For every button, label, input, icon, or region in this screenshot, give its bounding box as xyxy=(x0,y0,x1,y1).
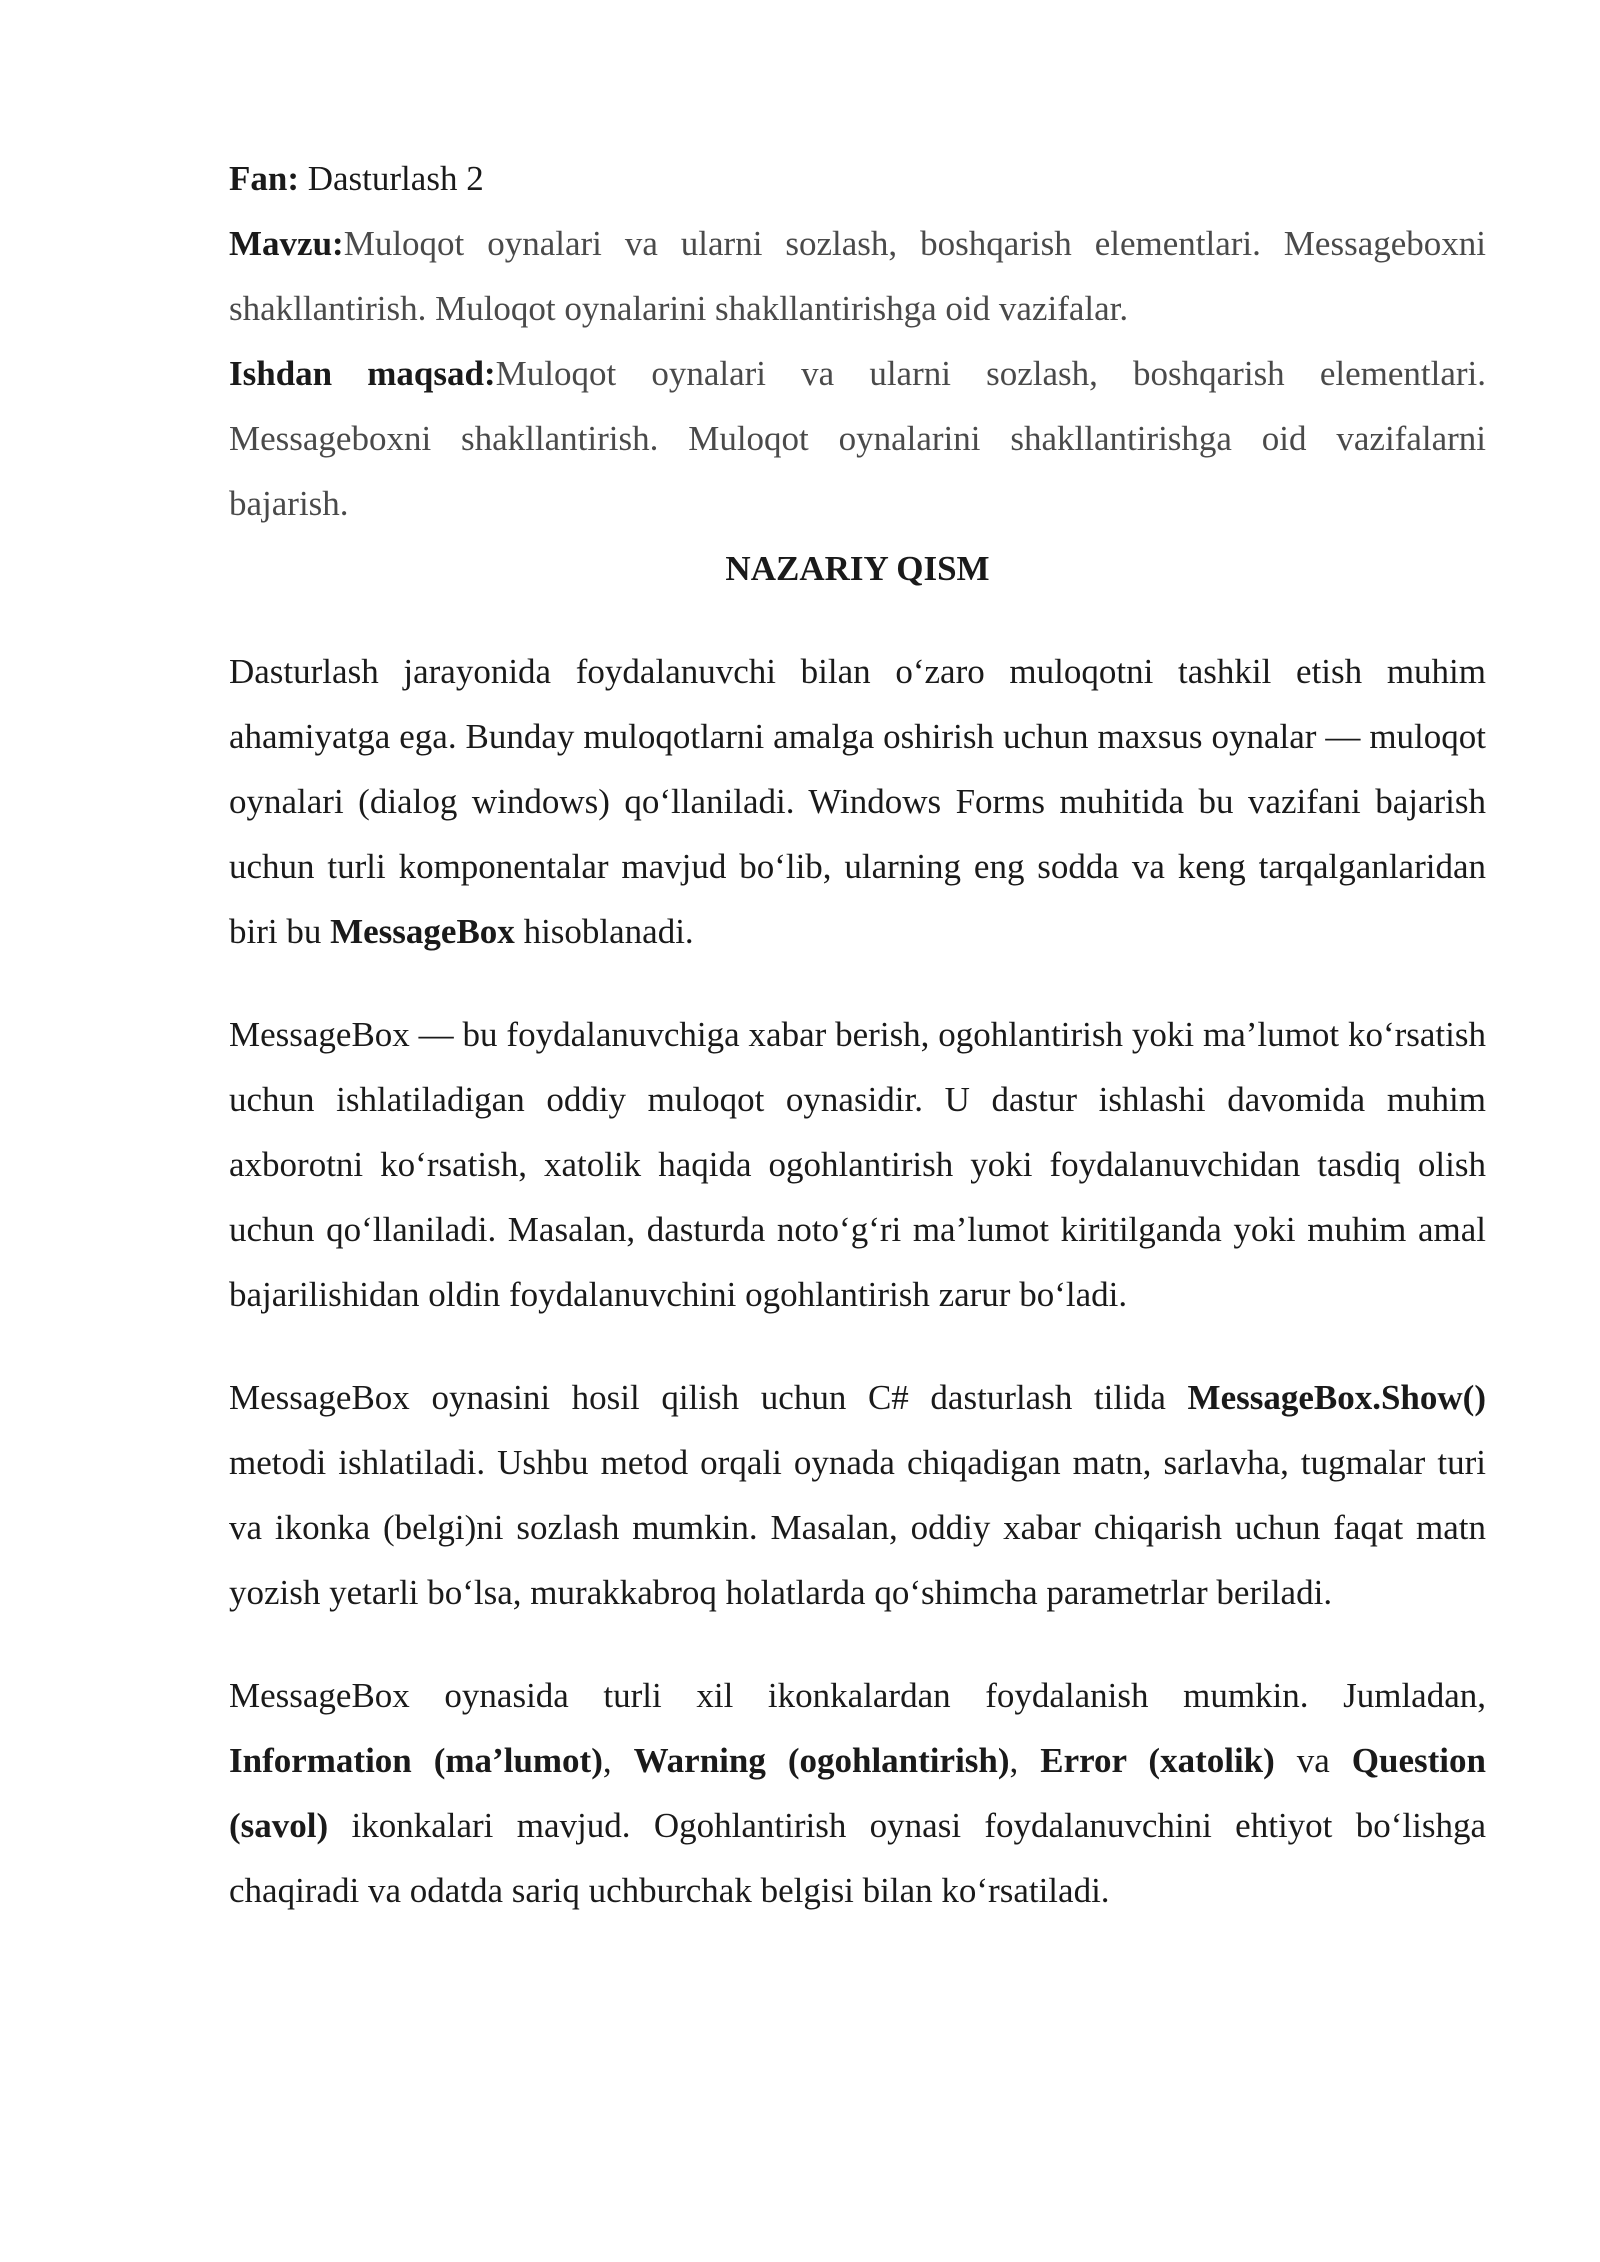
mavzu-label: Mavzu: xyxy=(229,224,344,263)
paragraph-4 xyxy=(229,1663,1486,1923)
paragraph-4-bold-information: Information (ma’lumot) xyxy=(229,1741,603,1780)
section-title: NAZARIY QISM xyxy=(725,549,990,588)
paragraph-4-bold-question: Question (savol) xyxy=(229,1741,1486,1845)
paragraph-3-text-b: metodi ishlatiladi. Ushbu metod orqali oynada chiqadigan matn, sarlavha, tugmalar turi va ikonka (belgi)ni sozlash mumkin. Masalan, oddiy xabar chiqarish uchun faqat matn yozish yetarli bo‘lsa, murakkabroq holatlarda qo‘shimcha parametrlar beriladi. xyxy=(229,1443,1486,1612)
paragraph-4-text-a: MessageBox oynasida turli xil ikonkalardan foydalanish mumkin. Jumladan, xyxy=(229,1676,1486,1715)
paragraph-4-sep-2: , xyxy=(1009,1741,1041,1780)
paragraph-3-bold: MessageBox.Show() xyxy=(1187,1378,1486,1417)
mavzu-line xyxy=(229,211,1486,341)
paragraph-2: MessageBox — bu foydalanuvchiga xabar berish, ogohlantirish yoki ma’lumot ko‘rsatish uchun ishlatiladigan oddiy muloqot oynasidir. U dastur ishlashi davomida muhim axborotni ko‘rsatish, xatolik haqida ogohlantirish yoki foydalanuvchidan tasdiq olish uchun qo‘llaniladi. Masalan, dasturda noto‘g‘ri ma’lumot kiritilganda yoki muhim amal bajarilishidan oldin foydalanuvchini ogohlantirish zarur bo‘ladi. xyxy=(229,1015,1486,1314)
paragraph-1-text-b: hisoblanadi. xyxy=(514,912,694,951)
maqsad-label: Ishdan maqsad: xyxy=(229,354,496,393)
paragraph-3 xyxy=(229,1365,1486,1625)
fan-line xyxy=(229,146,1486,211)
paragraph-4-bold-error: Error (xatolik) xyxy=(1040,1741,1275,1780)
paragraph-4-sep-3: va xyxy=(1274,1741,1352,1780)
paragraph-3-text-a: MessageBox oynasini hosil qilish uchun C# dasturlash tilida xyxy=(229,1378,1188,1417)
mavzu-value: Muloqot oynalari va ularni sozlash, boshqarish elementlari. Messageboxni shakllantirish. Muloqot oynalarini shakllantirishga oid vazifalar. xyxy=(229,224,1486,328)
maqsad-value: Muloqot oynalari va ularni sozlash, boshqarish elementlari. Messageboxni shakllantirish. Muloqot oynalarini shakllantirishga oid vazifalarni bajarish. xyxy=(229,354,1486,523)
paragraph-4-text-b: ikonkalari mavjud. Ogohlantirish oynasi foydalanuvchini ehtiyot bo‘lishga chaqiradi va odatda sariq uchburchak belgisi bilan ko‘rsatiladi. xyxy=(229,1806,1486,1910)
maqsad-line xyxy=(229,341,1486,536)
document-page xyxy=(229,146,1486,1923)
paragraph-4-sep-1: , xyxy=(602,1741,634,1780)
fan-value: Dasturlash 2 xyxy=(299,159,484,198)
paragraph-1-bold: MessageBox xyxy=(330,912,515,951)
paragraph-1 xyxy=(229,639,1486,964)
fan-label: Fan: xyxy=(229,159,299,198)
paragraph-4-bold-warning: Warning (ogohlantirish) xyxy=(633,1741,1010,1780)
paragraph-1-text-a: Dasturlash jarayonida foydalanuvchi bilan o‘zaro muloqotni tashkil etish muhim ahamiyatga ega. Bunday muloqotlarni amalga oshirish uchun maxsus oynalar — muloqot oynalari (dialog windows) qo‘llaniladi. Windows Forms muhitida bu vazifani bajarish uchun turli komponentalar mavjud bo‘lib, ularning eng sodda va keng tarqalganlaridan biri bu xyxy=(229,652,1486,951)
